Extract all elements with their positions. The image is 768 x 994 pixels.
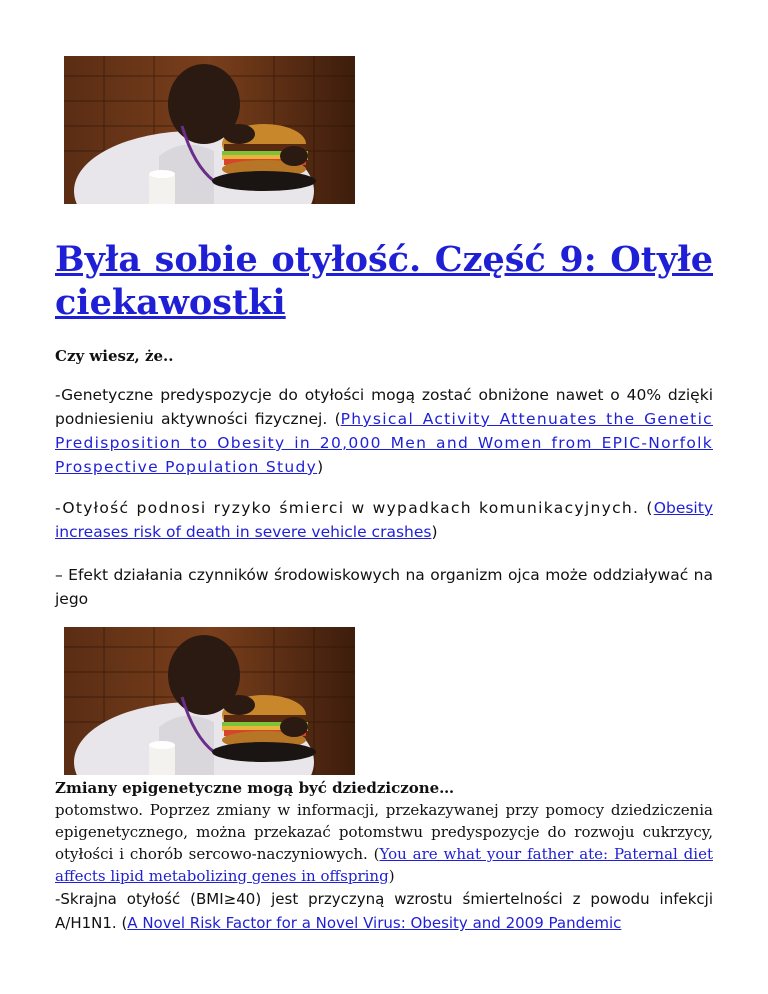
article-title xyxy=(55,238,713,324)
paragraph-h1n1 xyxy=(55,887,713,935)
article-photo-inline xyxy=(64,627,355,775)
link-novel-virus-study[interactable]: A Novel Risk Factor for a Novel Virus: Obesity and 2009 Pandemic xyxy=(127,914,622,932)
paragraph-epigenetics-close: ) xyxy=(388,867,395,885)
link-paternal-diet-study[interactable]: You are what your father ate: Paternal diet affects lipid metabolizing genes in offspring xyxy=(55,845,713,885)
paragraph-h1n1-text: -Skrajna otyłość (BMI≥40) jest przyczyną wzrostu śmiertelności z powodu infekcji A/H1N1. ( xyxy=(55,890,713,932)
article-photo-top xyxy=(64,56,355,204)
article-title-link[interactable]: Była sobie otyłość. Część 9: Otyłe ciekawostki xyxy=(55,239,713,323)
paragraph-vehicle-crashes xyxy=(55,496,713,544)
epigenetics-subheading: Zmiany epigenetyczne mogą być dziedziczone… xyxy=(55,779,455,797)
man-eating-burger-photo-icon xyxy=(64,56,355,204)
paragraph-vehicle-crashes-text: -Otyłość podnosi ryzyko śmierci w wypadkach komunikacyjnych. ( xyxy=(55,499,654,517)
paragraph-genetics-text: -Genetyczne predyspozycje do otyłości mogą zostać obniżone nawet o 40% dzięki podniesieniu aktywności fizycznej. ( xyxy=(55,386,713,428)
link-physical-activity-study[interactable]: Physical Activity Attenuates the Genetic Predisposition to Obesity in 20,000 Men and Women from EPIC-Norfolk Prospective Population Study xyxy=(55,410,713,476)
paragraph-genetics xyxy=(55,383,713,479)
paragraph-epigenetics-text: potomstwo. Poprzez zmiany w informacji, przekazywanej przy pomocy dziedziczenia epigenetycznego, można przekazać potomstwu predyspozycje do rozwoju cukrzycy, otyłości i chorób sercowo-naczyniowych. ( xyxy=(55,801,713,863)
man-eating-burger-photo-icon xyxy=(64,627,355,775)
paragraph-vehicle-crashes-close: ) xyxy=(431,523,438,541)
paragraph-genetics-close: ) xyxy=(317,458,324,476)
paragraph-epigenetics xyxy=(55,799,713,887)
intro-text: Czy wiesz, że.. xyxy=(55,347,174,365)
link-vehicle-crashes-study[interactable]: Obesity increases risk of death in severe vehicle crashes xyxy=(55,499,713,541)
paragraph-father-environment: – Efekt działania czynników środowiskowych na organizm ojca może oddziaływać na jego xyxy=(55,566,713,608)
